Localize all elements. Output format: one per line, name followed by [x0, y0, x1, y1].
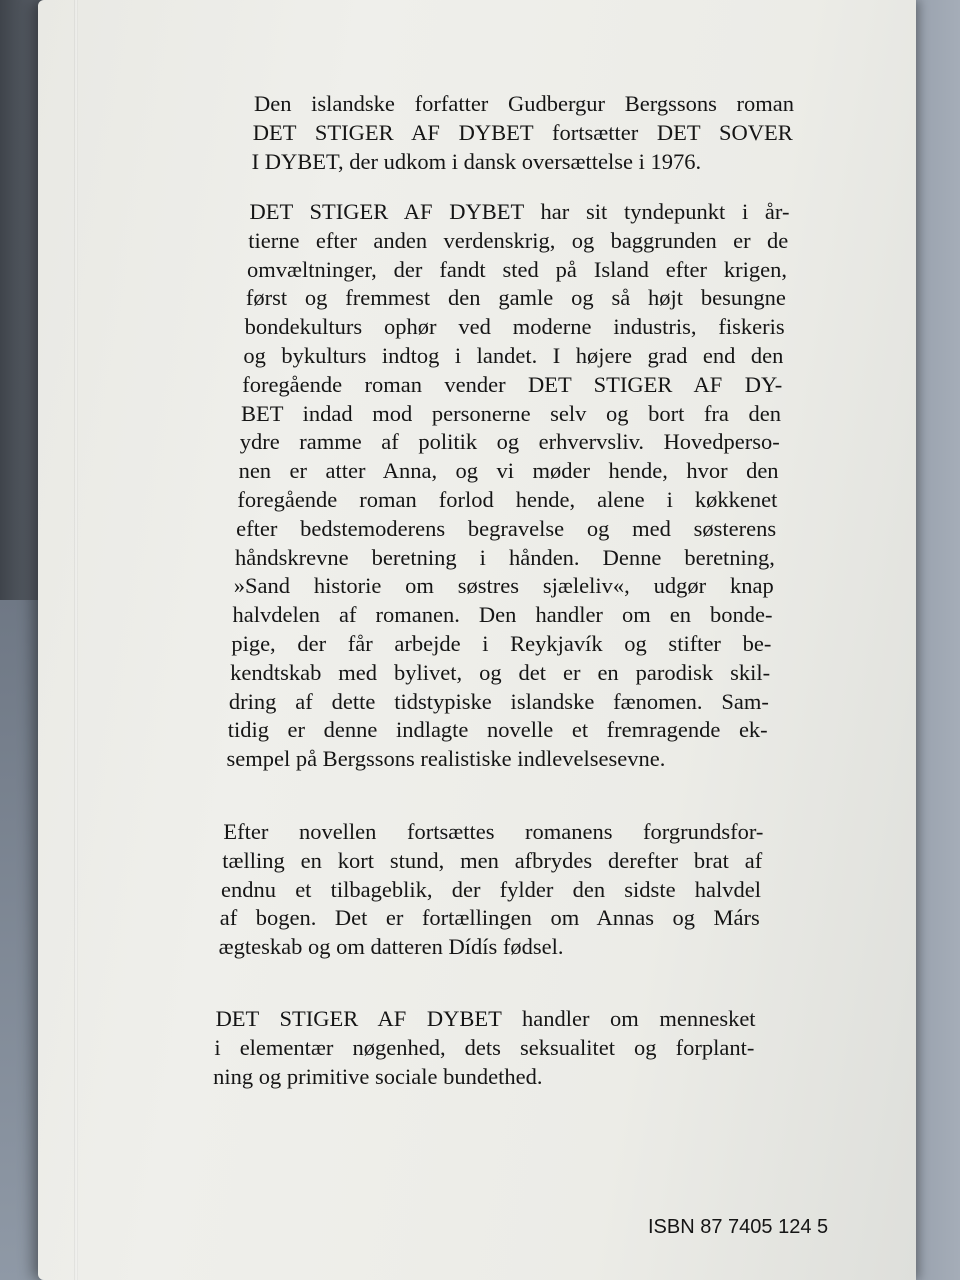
text-line: sempel på Bergssons realistiske indlevelsesevne.: [226, 746, 666, 772]
text-line: bondekulturs ophør ved moderne industris, fiskeris: [244, 314, 785, 340]
text-line: ydre ramme af politik og erhvervsliv. Hovedperso-: [239, 429, 780, 455]
text-line: omvæltninger, der fandt sted på Island efter krigen,: [247, 256, 788, 282]
text-line: dring af dette tidstypiske islandske fænomen. Sam-: [228, 688, 769, 714]
cover-fold-crease: [74, 0, 78, 1280]
text-line: halvdelen af romanen. Den handler om en bonde-: [232, 602, 773, 628]
text-line: foregående roman forlod hende, alene i køkkenet: [237, 487, 778, 512]
text-line: kendtskab med bylivet, og det er en parodisk skil-: [230, 659, 771, 685]
text-line: nen er atter Anna, og vi møder hende, hvor den: [238, 458, 779, 484]
text-line: endnu et tilbageblik, der fylder den sidste halvdel: [221, 876, 761, 902]
text-line: tierne efter anden verdenskrig, og baggrunden er de: [248, 227, 789, 253]
text-line: DET STIGER AF DYBET handler om mennesket: [215, 1006, 756, 1031]
text-line: ægteskab og om datteren Dídís fødsel.: [218, 934, 564, 960]
text-line: i elementær nøgenhed, dets seksualitet og forplant-: [214, 1034, 755, 1060]
isbn-number: ISBN 87 7405 124 5: [648, 1216, 829, 1238]
text-line: pige, der får arbejde i Reykjavík og stifter be-: [231, 631, 772, 656]
text-line: BET indad mod personerne selv og bort fra den: [240, 400, 781, 426]
text-line: af bogen. Det er fortællingen om Annas og Márs: [219, 905, 760, 931]
text-line: I DYBET, der udkom i dansk oversættelse i 1976.: [251, 148, 702, 174]
text-line: Den islandske forfatter Gudbergur Bergssons roman: [254, 91, 794, 116]
text-line: DET STIGER AF DYBET fortsætter DET SOVER: [252, 119, 793, 145]
text-line: Efter novellen fortsættes romanens forgrundsfor-: [223, 819, 764, 844]
text-line: efter bedstemoderens begravelse og med søsterens: [236, 515, 777, 541]
text-line: foregående roman vender DET STIGER AF DY-: [242, 371, 783, 397]
text-line: og bykulturs indtog i landet. I højere grad end den: [243, 343, 784, 368]
text-line: håndskrevne beretning i hånden. Denne beretning,: [234, 544, 775, 570]
text-line: først og fremmest den gamle og så højt besungne: [245, 285, 786, 311]
text-line: DET STIGER AF DYBET har sit tyndepunkt i år-: [249, 199, 790, 224]
text-line: tidig er denne indlagte novelle et fremragende ek-: [227, 717, 768, 743]
text-line: »Sand historie om søstres sjæleliv«, udgør knap: [233, 573, 774, 599]
text-line: ning og primitive sociale bundethed.: [213, 1063, 543, 1089]
text-line: tælling en kort stund, men afbrydes derefter brat af: [222, 847, 763, 873]
